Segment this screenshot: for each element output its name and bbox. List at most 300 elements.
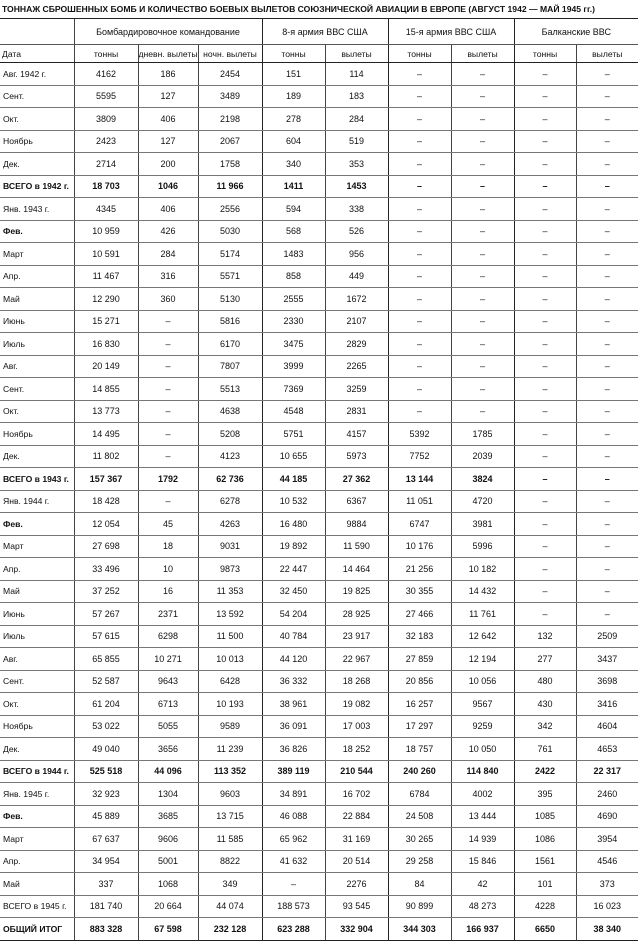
table-cell: 2067	[198, 130, 262, 153]
table-cell: 41 632	[262, 850, 325, 873]
table-cell: –	[514, 513, 576, 536]
row-label: Май	[0, 873, 74, 896]
table-cell: –	[138, 355, 198, 378]
table-cell: 12 642	[451, 625, 514, 648]
table-cell: –	[514, 603, 576, 626]
column-header: тонны	[514, 45, 576, 63]
table-cell: –	[576, 423, 638, 446]
table-cell: 18 252	[325, 738, 388, 761]
table-cell: 10 271	[138, 648, 198, 671]
table-cell: 337	[74, 873, 138, 896]
table-cell: 956	[325, 243, 388, 266]
table-cell: 1068	[138, 873, 198, 896]
table-cell: 11 467	[74, 265, 138, 288]
table-cell: –	[388, 153, 451, 176]
table-cell: 430	[514, 693, 576, 716]
table-cell: 3489	[198, 85, 262, 108]
table-cell: –	[451, 220, 514, 243]
table-cell: 344 303	[388, 918, 451, 941]
table-cell: 45 889	[74, 805, 138, 828]
table-cell: –	[576, 130, 638, 153]
table-cell: 183	[325, 85, 388, 108]
table-row	[0, 130, 638, 153]
table-cell: 38 340	[576, 918, 638, 941]
table-cell: 406	[138, 198, 198, 221]
table-cell: 360	[138, 288, 198, 311]
table-cell: 5174	[198, 243, 262, 266]
table-row	[0, 153, 638, 176]
table-cell: 7752	[388, 445, 451, 468]
table-cell: 15 846	[451, 850, 514, 873]
table-row	[0, 288, 638, 311]
table-cell: 42	[451, 873, 514, 896]
table-cell: 44 120	[262, 648, 325, 671]
table-cell: –	[514, 400, 576, 423]
table-row	[0, 580, 638, 603]
table-row	[0, 738, 638, 761]
table-cell: 10 013	[198, 648, 262, 671]
table-cell: 62 736	[198, 468, 262, 491]
table-cell: –	[576, 400, 638, 423]
table-cell: 858	[262, 265, 325, 288]
table-cell: 28 925	[325, 603, 388, 626]
table-cell: 54 204	[262, 603, 325, 626]
table-body	[0, 63, 638, 941]
table-cell: 20 856	[388, 670, 451, 693]
table-cell: 1483	[262, 243, 325, 266]
table-row	[0, 783, 638, 806]
table-cell: –	[514, 243, 576, 266]
table-cell: 34 954	[74, 850, 138, 873]
table-cell: 14 464	[325, 558, 388, 581]
table-cell: 27 698	[74, 535, 138, 558]
table-cell: 19 825	[325, 580, 388, 603]
table-cell: 10 193	[198, 693, 262, 716]
table-cell: 2829	[325, 333, 388, 356]
table-cell: –	[388, 108, 451, 131]
table-cell: –	[576, 355, 638, 378]
table-cell: 5973	[325, 445, 388, 468]
column-header: вылеты	[325, 45, 388, 63]
table-cell: –	[576, 175, 638, 198]
group-header-row	[0, 19, 638, 45]
table-cell: 2831	[325, 400, 388, 423]
table-cell: 34 891	[262, 783, 325, 806]
table-cell: 3824	[451, 468, 514, 491]
row-label: Фев.	[0, 805, 74, 828]
table-cell: –	[388, 175, 451, 198]
table-cell: –	[388, 355, 451, 378]
table-cell: –	[576, 558, 638, 581]
table-cell: 67 637	[74, 828, 138, 851]
table-row	[0, 648, 638, 671]
row-label: Апр.	[0, 265, 74, 288]
table-cell: 188 573	[262, 895, 325, 918]
row-label: Март	[0, 535, 74, 558]
table-cell: 27 466	[388, 603, 451, 626]
table-cell: 200	[138, 153, 198, 176]
table-cell: –	[138, 490, 198, 513]
table-cell: 20 664	[138, 895, 198, 918]
table-cell: 22 317	[576, 760, 638, 783]
table-cell: –	[514, 445, 576, 468]
table-cell: 2371	[138, 603, 198, 626]
table-cell: –	[514, 85, 576, 108]
table-cell: 65 962	[262, 828, 325, 851]
table-row	[0, 603, 638, 626]
table-cell: 151	[262, 63, 325, 86]
table-cell: 4162	[74, 63, 138, 86]
row-label: Апр.	[0, 850, 74, 873]
table-cell: –	[514, 220, 576, 243]
column-header: тонны	[262, 45, 325, 63]
table-cell: 16 257	[388, 693, 451, 716]
total-row	[0, 918, 638, 941]
table-cell: –	[514, 558, 576, 581]
table-cell: 46 088	[262, 805, 325, 828]
table-cell: 61 204	[74, 693, 138, 716]
table-cell: 373	[576, 873, 638, 896]
row-label: Окт.	[0, 693, 74, 716]
table-cell: 22 447	[262, 558, 325, 581]
table-cell: –	[514, 333, 576, 356]
table-row	[0, 513, 638, 536]
table-row	[0, 265, 638, 288]
table-cell: 53 022	[74, 715, 138, 738]
table-cell: 30 265	[388, 828, 451, 851]
table-cell: 3437	[576, 648, 638, 671]
table-cell: 113 352	[198, 760, 262, 783]
table-cell: 90 899	[388, 895, 451, 918]
row-label: ОБЩИЙ ИТОГ	[0, 918, 74, 941]
table-cell: –	[138, 333, 198, 356]
table-row	[0, 333, 638, 356]
table-cell: 189	[262, 85, 325, 108]
table-cell: 4720	[451, 490, 514, 513]
table-cell: 5001	[138, 850, 198, 873]
table-cell: 10 056	[451, 670, 514, 693]
table-cell: 1085	[514, 805, 576, 828]
table-cell: 11 585	[198, 828, 262, 851]
table-cell: 9259	[451, 715, 514, 738]
group-header-15th-air-force: 15-я армия ВВС США	[388, 19, 514, 45]
table-cell: –	[388, 400, 451, 423]
table-cell: 181 740	[74, 895, 138, 918]
table-cell: –	[576, 265, 638, 288]
table-cell: 13 144	[388, 468, 451, 491]
table-cell: 44 074	[198, 895, 262, 918]
table-cell: 316	[138, 265, 198, 288]
table-cell: –	[514, 310, 576, 333]
table-cell: 157 367	[74, 468, 138, 491]
table-cell: –	[576, 153, 638, 176]
table-cell: 1046	[138, 175, 198, 198]
table-cell: 6367	[325, 490, 388, 513]
table-cell: 426	[138, 220, 198, 243]
table-cell: 3475	[262, 333, 325, 356]
table-cell: 349	[198, 873, 262, 896]
row-label: Авг.	[0, 355, 74, 378]
row-label: Окт.	[0, 108, 74, 131]
table-row	[0, 198, 638, 221]
table-cell: –	[514, 63, 576, 86]
column-header: вылеты	[451, 45, 514, 63]
table-cell: 2107	[325, 310, 388, 333]
table-cell: 11 239	[198, 738, 262, 761]
table-cell: –	[388, 288, 451, 311]
table-cell: –	[451, 175, 514, 198]
table-cell: 14 939	[451, 828, 514, 851]
row-label: ВСЕГО в 1942 г.	[0, 175, 74, 198]
table-cell: 4546	[576, 850, 638, 873]
table-cell: 5571	[198, 265, 262, 288]
table-cell: 9589	[198, 715, 262, 738]
table-cell: 2556	[198, 198, 262, 221]
table-cell: –	[514, 355, 576, 378]
table-cell: 19 082	[325, 693, 388, 716]
table-cell: 18 703	[74, 175, 138, 198]
table-cell: –	[451, 108, 514, 131]
total-row	[0, 175, 638, 198]
row-label: Дек.	[0, 738, 74, 761]
row-label: Авг.	[0, 648, 74, 671]
table-cell: 21 256	[388, 558, 451, 581]
table-cell: 93 545	[325, 895, 388, 918]
table-cell: –	[451, 265, 514, 288]
row-label: Июль	[0, 625, 74, 648]
table-cell: 761	[514, 738, 576, 761]
table-row	[0, 400, 638, 423]
table-cell: 4345	[74, 198, 138, 221]
table-cell: 8822	[198, 850, 262, 873]
table-cell: 623 288	[262, 918, 325, 941]
table-cell: 24 508	[388, 805, 451, 828]
table-row	[0, 873, 638, 896]
table-cell: 6747	[388, 513, 451, 536]
table-cell: 13 715	[198, 805, 262, 828]
table-cell: 2330	[262, 310, 325, 333]
table-row	[0, 423, 638, 446]
table-cell: –	[451, 85, 514, 108]
table-cell: 4653	[576, 738, 638, 761]
table-cell: –	[576, 535, 638, 558]
table-cell: 57 267	[74, 603, 138, 626]
table-cell: 7807	[198, 355, 262, 378]
table-cell: 12 290	[74, 288, 138, 311]
table-cell: –	[514, 580, 576, 603]
table-row	[0, 85, 638, 108]
table-cell: –	[388, 85, 451, 108]
table-cell: –	[514, 535, 576, 558]
table-row	[0, 355, 638, 378]
table-cell: 2422	[514, 760, 576, 783]
table-cell: 11 966	[198, 175, 262, 198]
table-cell: 101	[514, 873, 576, 896]
table-cell: 389 119	[262, 760, 325, 783]
row-label: Янв. 1943 г.	[0, 198, 74, 221]
row-label: Апр.	[0, 558, 74, 581]
row-label: Март	[0, 243, 74, 266]
row-label: Окт.	[0, 400, 74, 423]
table-cell: 3698	[576, 670, 638, 693]
table-cell: 1758	[198, 153, 262, 176]
table-row	[0, 108, 638, 131]
table-cell: 4123	[198, 445, 262, 468]
row-label: Июнь	[0, 310, 74, 333]
row-label: Июль	[0, 333, 74, 356]
bombing-statistics-table	[0, 18, 638, 941]
table-row	[0, 220, 638, 243]
table-cell: 36 332	[262, 670, 325, 693]
table-cell: –	[451, 63, 514, 86]
table-cell: –	[514, 108, 576, 131]
table-cell: 1304	[138, 783, 198, 806]
table-cell: –	[576, 108, 638, 131]
table-cell: –	[576, 468, 638, 491]
table-cell: 10 959	[74, 220, 138, 243]
table-cell: –	[514, 423, 576, 446]
table-cell: 52 587	[74, 670, 138, 693]
table-cell: 6650	[514, 918, 576, 941]
table-cell: 2454	[198, 63, 262, 86]
table-cell: 49 040	[74, 738, 138, 761]
table-cell: 5751	[262, 423, 325, 446]
table-cell: 1672	[325, 288, 388, 311]
table-cell: –	[514, 490, 576, 513]
table-cell: 3954	[576, 828, 638, 851]
table-cell: 17 003	[325, 715, 388, 738]
table-row	[0, 715, 638, 738]
column-header-date: Дата	[0, 45, 74, 63]
table-cell: –	[576, 490, 638, 513]
table-cell: –	[451, 378, 514, 401]
table-cell: –	[451, 355, 514, 378]
table-cell: –	[451, 288, 514, 311]
table-cell: 166 937	[451, 918, 514, 941]
table-cell: –	[388, 310, 451, 333]
table-row	[0, 378, 638, 401]
table-cell: 3656	[138, 738, 198, 761]
table-cell: 29 258	[388, 850, 451, 873]
table-cell: 40 784	[262, 625, 325, 648]
table-cell: –	[451, 310, 514, 333]
table-cell: 342	[514, 715, 576, 738]
table-cell: 4638	[198, 400, 262, 423]
table-cell: 5030	[198, 220, 262, 243]
table-row	[0, 625, 638, 648]
table-cell: 338	[325, 198, 388, 221]
table-cell: 5595	[74, 85, 138, 108]
table-cell: 11 802	[74, 445, 138, 468]
table-cell: 2276	[325, 873, 388, 896]
table-cell: 10 591	[74, 243, 138, 266]
table-cell: 9643	[138, 670, 198, 693]
table-cell: 519	[325, 130, 388, 153]
table-cell: 9567	[451, 693, 514, 716]
table-cell: 45	[138, 513, 198, 536]
table-cell: 15 271	[74, 310, 138, 333]
row-label: Янв. 1945 г.	[0, 783, 74, 806]
table-cell: 14 855	[74, 378, 138, 401]
column-header: ночн. вылеты	[198, 45, 262, 63]
table-cell: 4002	[451, 783, 514, 806]
table-cell: 3416	[576, 693, 638, 716]
table-cell: –	[514, 153, 576, 176]
table-cell: 6298	[138, 625, 198, 648]
table-cell: 67 598	[138, 918, 198, 941]
table-cell: 4157	[325, 423, 388, 446]
table-cell: 3259	[325, 378, 388, 401]
table-cell: 16 480	[262, 513, 325, 536]
table-cell: –	[576, 198, 638, 221]
row-label: Ноябрь	[0, 715, 74, 738]
table-cell: 9873	[198, 558, 262, 581]
group-header-empty	[0, 19, 74, 45]
row-label: Фев.	[0, 220, 74, 243]
row-label: Сент.	[0, 670, 74, 693]
table-cell: 48 273	[451, 895, 514, 918]
table-cell: 186	[138, 63, 198, 86]
table-cell: 20 514	[325, 850, 388, 873]
table-cell: –	[388, 333, 451, 356]
table-cell: 14 495	[74, 423, 138, 446]
table-cell: –	[514, 468, 576, 491]
table-cell: –	[514, 198, 576, 221]
table-cell: 37 252	[74, 580, 138, 603]
table-cell: –	[576, 513, 638, 536]
table-cell: 7369	[262, 378, 325, 401]
table-cell: –	[514, 175, 576, 198]
table-cell: 10 655	[262, 445, 325, 468]
table-cell: 13 592	[198, 603, 262, 626]
table-cell: 36 826	[262, 738, 325, 761]
table-cell: –	[388, 130, 451, 153]
table-cell: 33 496	[74, 558, 138, 581]
row-label: Ноябрь	[0, 423, 74, 446]
table-cell: –	[388, 198, 451, 221]
table-cell: 2714	[74, 153, 138, 176]
table-cell: 11 590	[325, 535, 388, 558]
table-cell: 27 859	[388, 648, 451, 671]
table-cell: 11 051	[388, 490, 451, 513]
table-cell: –	[451, 130, 514, 153]
table-row	[0, 693, 638, 716]
table-cell: 18 268	[325, 670, 388, 693]
table-cell: 11 500	[198, 625, 262, 648]
table-cell: 13 444	[451, 805, 514, 828]
table-cell: 18	[138, 535, 198, 558]
table-cell: 10 050	[451, 738, 514, 761]
row-label: Сент.	[0, 85, 74, 108]
table-cell: 232 128	[198, 918, 262, 941]
table-cell: 6170	[198, 333, 262, 356]
table-cell: 9606	[138, 828, 198, 851]
table-cell: 127	[138, 85, 198, 108]
table-cell: 20 149	[74, 355, 138, 378]
table-cell: –	[262, 873, 325, 896]
table-cell: 10 176	[388, 535, 451, 558]
table-cell: 10	[138, 558, 198, 581]
row-label: ВСЕГО в 1945 г.	[0, 895, 74, 918]
row-label: Авг. 1942 г.	[0, 63, 74, 86]
table-cell: –	[576, 243, 638, 266]
column-header: тонны	[388, 45, 451, 63]
column-header-row	[0, 45, 638, 63]
table-row	[0, 805, 638, 828]
table-cell: –	[138, 378, 198, 401]
table-cell: 277	[514, 648, 576, 671]
table-cell: 6784	[388, 783, 451, 806]
